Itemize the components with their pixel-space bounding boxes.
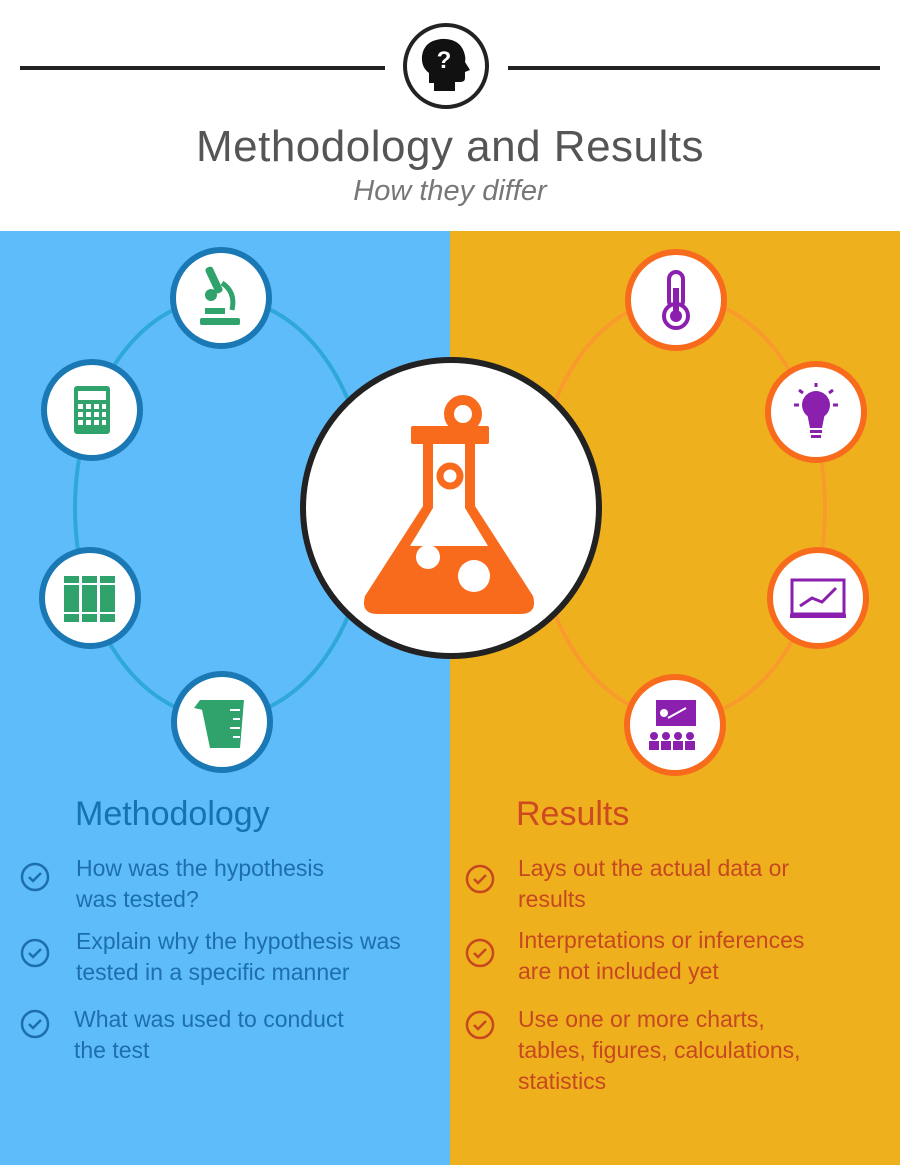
check-circle-icon: [465, 938, 495, 968]
microscope-icon: [173, 250, 269, 346]
presentation-icon: [627, 677, 723, 773]
results-item: Use one or more charts, tables, figures, calculations, statistics: [518, 1006, 801, 1094]
check-circle-icon: [20, 938, 50, 968]
head-question-icon: [407, 27, 485, 105]
results-item: Interpretations or inferences are not included yet: [518, 927, 805, 984]
flask-icon: [303, 360, 599, 656]
methodology-heading: Methodology: [75, 795, 270, 833]
measuring-cup-icon: [174, 674, 270, 770]
check-circle-icon: [465, 1010, 495, 1040]
page-title: Methodology and Results: [195, 122, 705, 171]
comparison-illustration: [0, 231, 900, 791]
header-line-right: [508, 66, 880, 70]
check-circle-icon: [20, 1009, 50, 1039]
header-line-left: [20, 66, 385, 70]
chart-board-icon: [770, 550, 866, 646]
methodology-item: Explain why the hypothesis was tested in a specific manner: [76, 928, 401, 985]
methodology-item: How was the hypothesis was tested?: [76, 855, 325, 912]
calculator-icon: [44, 362, 140, 458]
check-circle-icon: [20, 862, 50, 892]
header-badge: [403, 23, 489, 109]
page-subtitle: How they differ: [353, 175, 547, 207]
svg-text:?: ?: [436, 47, 452, 74]
results-heading: Results: [516, 795, 630, 833]
check-circle-icon: [465, 864, 495, 894]
lightbulb-icon: [768, 364, 864, 460]
thermometer-icon: [628, 252, 724, 348]
methodology-item: What was used to conduct the test: [74, 1006, 344, 1063]
results-item: Lays out the actual data or results: [518, 855, 790, 912]
books-icon: [42, 550, 138, 646]
